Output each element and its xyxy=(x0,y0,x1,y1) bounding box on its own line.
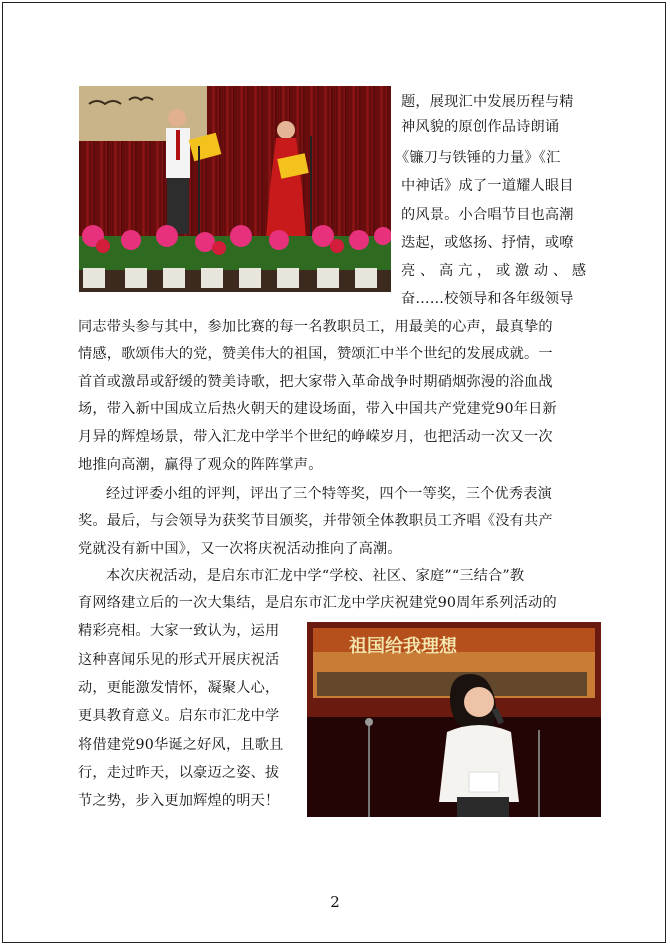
text-line: 场，带入新中国成立后热火朝天的建设场面，带入中国共产党建党90年日新 xyxy=(78,401,557,417)
singer-illustration xyxy=(307,622,601,817)
text-line: 奖。最后，与会领导为获奖节目颁奖，并带领全体教职员工齐唱《没有共产 xyxy=(78,513,553,529)
text-line: 育网络建立后的一次大集结，是启东市汇龙中学庆祝建党90周年系列活动的 xyxy=(78,595,557,611)
text-line: 经过评委小组的评判，评出了三个特等奖，四个一等奖，三个优秀表演 xyxy=(106,486,553,502)
text-line: 奋……校领导和各年级领导 xyxy=(401,291,574,307)
banner-text: 祖国给我理想 xyxy=(349,636,457,657)
text-line: 党就没有新中国》，又一次将庆祝活动推向了高潮。 xyxy=(78,541,402,557)
text-line: 神风貌的原创作品诗朗诵 xyxy=(401,119,560,135)
text-line: 中神话》成了一道耀人眼目 xyxy=(401,178,574,194)
text-line: 本次庆祝活动，是启东市汇龙中学“学校、社区、家庭”“三结合”教 xyxy=(106,568,525,584)
text-line: 同志带头参与其中，参加比赛的每一名教职员工，用最美的心声，最真挚的 xyxy=(78,319,553,335)
text-line: 亮、高亢，或激动、感 xyxy=(401,263,591,279)
text-line: 节之势，步入更加辉煌的明天！ xyxy=(78,793,280,809)
text-line: 首首或激昂或舒缓的赞美诗歌，把大家带入革命战争时期硝烟弥漫的浴血战 xyxy=(78,374,553,390)
text-line: 动，更能激发情怀，凝聚人心， xyxy=(78,680,280,696)
text-line: 月异的辉煌场景，带入汇龙中学半个世纪的峥嵘岁月，也把活动一次又一次 xyxy=(78,429,553,445)
singer-photo xyxy=(307,622,601,817)
page-number: 2 xyxy=(330,893,340,911)
text-line: 《镰刀与铁锤的力量》《汇 xyxy=(395,150,561,166)
text-line: 这种喜闻乐见的形式开展庆祝活 xyxy=(78,652,280,668)
text-line: 的风景。小合唱节目也高潮 xyxy=(401,207,574,223)
text-line: 地推向高潮，赢得了观众的阵阵掌声。 xyxy=(78,457,323,473)
text-line: 题，展现汇中发展历程与精 xyxy=(401,94,574,110)
stage-performers-photo xyxy=(79,86,391,292)
text-line: 将借建党90华诞之好风，且歌且 xyxy=(78,737,284,753)
text-line: 迭起，或悠扬、抒情，或嘹 xyxy=(401,235,574,251)
text-line: 精彩亮相。大家一致认为，运用 xyxy=(78,623,280,639)
stage-performers-illustration xyxy=(79,86,391,292)
text-line: 行，走过昨天，以豪迈之姿、拔 xyxy=(78,765,280,781)
text-line: 更具教育意义。启东市汇龙中学 xyxy=(78,708,280,724)
text-line: 情感，歌颂伟大的党，赞美伟大的祖国，赞颂汇中半个世纪的发展成就。一 xyxy=(78,346,553,362)
